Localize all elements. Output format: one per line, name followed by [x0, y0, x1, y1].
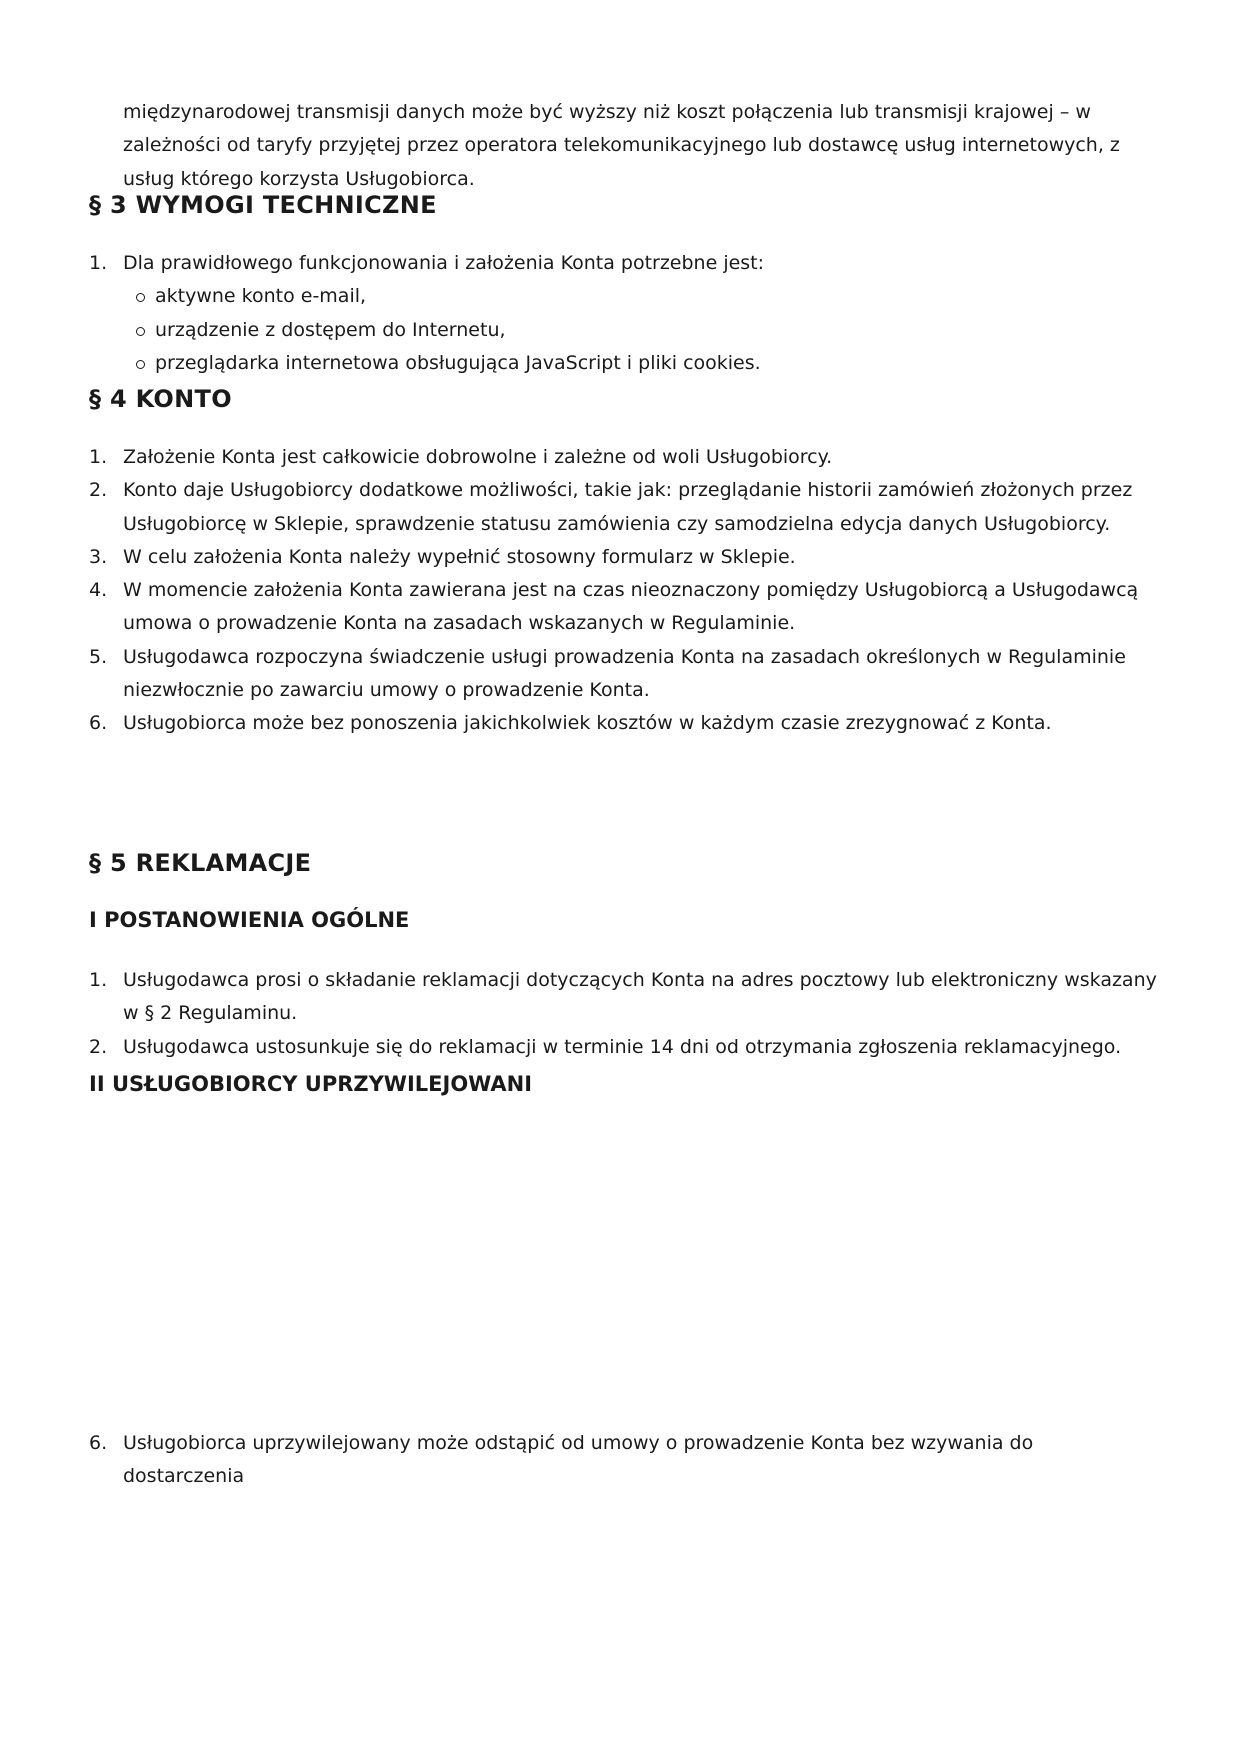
- list-item-text: Konto daje Usługobiorcy dodatkowe możliwości, takie jak: przeglądanie historii zamówień złożonych przez Usługobiorcę w Sklepie, sprawdzenie statusu zamówienia czy samodzielna edycja danych Usługobiorcy.: [123, 479, 1133, 535]
- list-item-number: 1.: [89, 969, 108, 991]
- list-item-text: Usługobiorca uprzywilejowany może odstąpić od umowy o prowadzenie Konta bez wzywania do dostarczenia: [123, 1432, 1034, 1488]
- sublist-item: urządzenie z dostępem do Internetu,: [123, 314, 1160, 347]
- list-item-text: W celu założenia Konta należy wypełnić stosowny formularz w Sklepie.: [123, 545, 796, 568]
- list-item: [0, 541, 1160, 574]
- list-item-text: Założenie Konta jest całkowicie dobrowolne i zależne od woli Usługobiorcy.: [123, 446, 833, 468]
- sublist-item: aktywne konto e-mail,: [123, 280, 1160, 313]
- section-5-heading: § 5 REKLAMACJE: [89, 849, 312, 877]
- list-item-text: Usługodawca prosi o składanie reklamacji dotyczących Konta na adres pocztowy lub elektroniczny wskazany w § 2 Regulaminu.: [123, 969, 1157, 1025]
- list-item-text: Usługodawca ustosunkuje się do reklamacji w terminie 14 dni od otrzymania zgłoszenia reklamacyjnego.: [123, 1035, 1122, 1058]
- sublist-item: przeglądarka internetowa obsługująca JavaScript i pliki cookies.: [123, 347, 1160, 380]
- list-item-number: 5.: [89, 645, 108, 668]
- section-5-subheading-general: I POSTANOWIENIA OGÓLNE: [89, 908, 410, 932]
- list-item-number: 4.: [89, 579, 108, 602]
- requirements-sublist: [123, 280, 1160, 380]
- section-5-privileged-list: [0, 1427, 1160, 1494]
- list-item: [0, 707, 1160, 740]
- list-item-number: 6.: [89, 1432, 108, 1454]
- section-5-subheading-privileged: II USŁUGOBIORCY UPRZYWILEJOWANI: [89, 1072, 533, 1096]
- list-item-text: Usługodawca rozpoczyna świadczenie usługi prowadzenia Konta na zasadach określonych w Regulaminie niezwłocznie po zawarciu umowy o prowadzenie Konta.: [123, 645, 1126, 702]
- list-item: [0, 641, 1160, 708]
- section-4-list: [0, 441, 1160, 741]
- list-item: [0, 964, 1160, 1031]
- section-4-heading: § 4 KONTO: [89, 385, 232, 413]
- list-item-text: Usługobiorca może bez ponoszenia jakichkolwiek kosztów w każdym czasie zrezygnować z Konta.: [123, 712, 1052, 735]
- list-item-text: W momencie założenia Konta zawierana jest na czas nieoznaczony pomiędzy Usługobiorcą a Usługodawcą umowa o prowadzenie Konta na zasadach wskazanych w Regulaminie.: [123, 579, 1139, 635]
- list-item-number: 3.: [89, 545, 108, 568]
- list-item-number: 1.: [89, 252, 108, 274]
- section-5-general-list: [0, 964, 1160, 1064]
- list-item: [0, 441, 1160, 474]
- list-item-number: 2.: [89, 1035, 108, 1058]
- section-3-heading: § 3 WYMOGI TECHNICZNE: [89, 191, 437, 219]
- list-item-text: Dla prawidłowego funkcjonowania i założenia Konta potrzebne jest:: [123, 252, 765, 274]
- section-3-list: [0, 247, 1160, 380]
- list-item: [0, 247, 1160, 380]
- list-item: [0, 474, 1160, 541]
- list-item: [0, 1427, 1160, 1494]
- lead-paragraph: międzynarodowej transmisji danych może być wyższy niż koszt połączenia lub transmisji krajowej – w zależności od taryfy przyjętej przez operatora telekomunikacyjnego lub dostawcę usług internetowych, z usług którego korzysta Usługobiorca.: [123, 101, 1120, 190]
- list-item: [0, 574, 1160, 641]
- list-item-number: 1.: [89, 446, 108, 468]
- list-item: [0, 1031, 1160, 1064]
- list-item-number: 2.: [89, 479, 108, 502]
- list-item-number: 6.: [89, 712, 108, 735]
